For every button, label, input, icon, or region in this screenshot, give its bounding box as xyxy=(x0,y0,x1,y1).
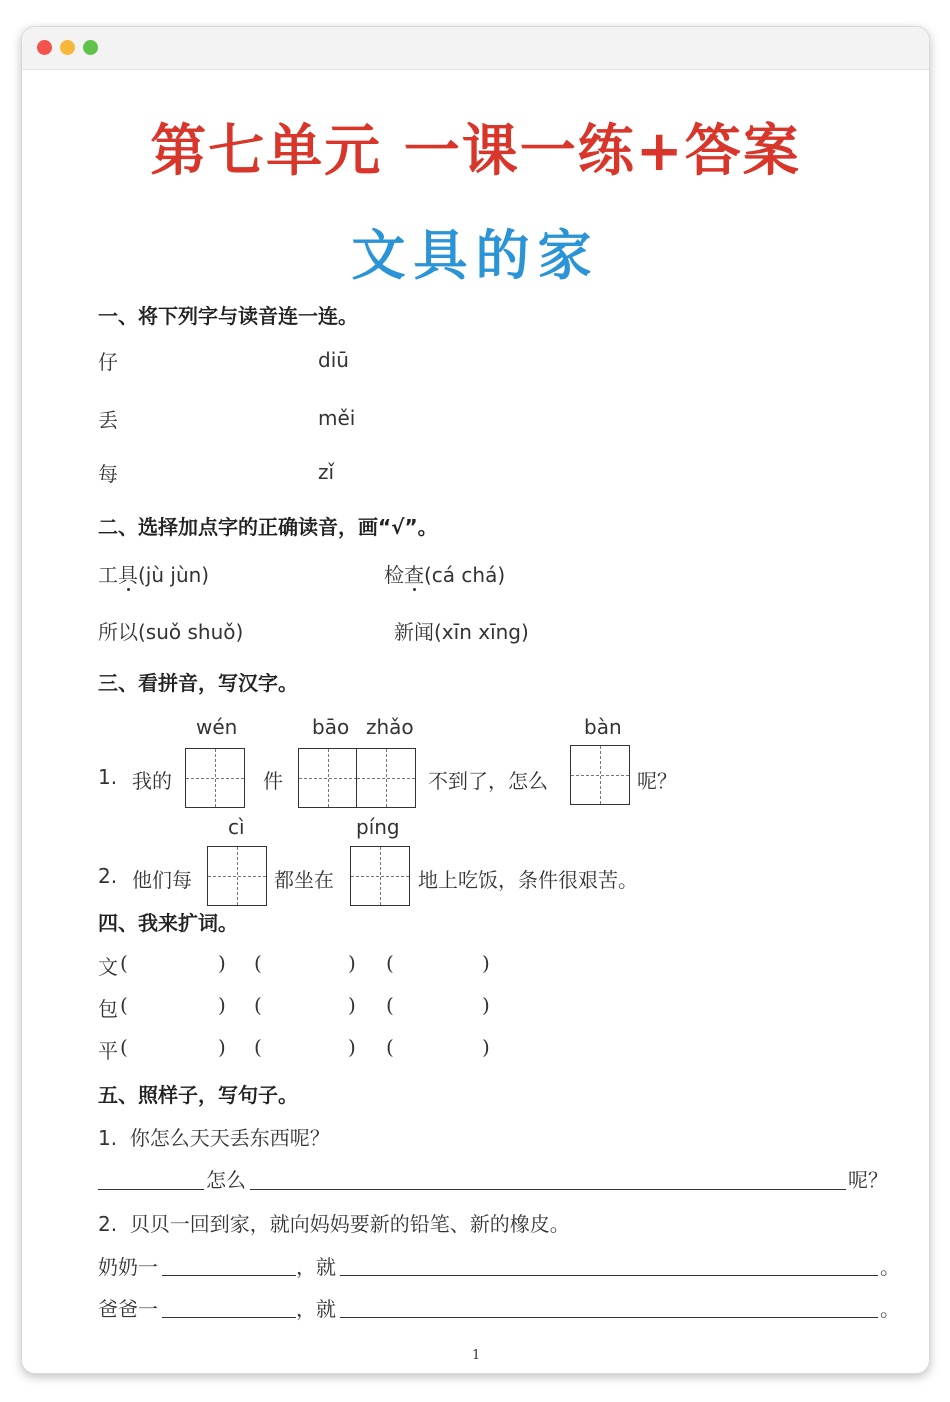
expand-char-1: 文 xyxy=(98,955,118,979)
match-char-3: 每 xyxy=(98,462,118,486)
s5-line1-blank-2[interactable] xyxy=(340,1275,878,1276)
q1-writing-box-2[interactable] xyxy=(298,748,416,808)
s5-q1-end: 呢？ xyxy=(848,1168,888,1192)
expand-blank-2-3[interactable]: ( xyxy=(386,993,394,1017)
paren-close: ) xyxy=(218,993,226,1017)
q1-text-1: 我的 xyxy=(132,769,172,793)
paren-close: ) xyxy=(482,1035,490,1059)
q1-writing-box-1[interactable] xyxy=(185,748,245,808)
paren-close: ) xyxy=(218,951,226,975)
expand-blank-3-3[interactable]: ( xyxy=(386,1035,394,1059)
paren-close: ) xyxy=(482,951,490,975)
s5-q2: 2. 贝贝一回到家，就向妈妈要新的铅笔、新的橡皮。 xyxy=(98,1212,570,1236)
paren-close: ) xyxy=(348,1035,356,1059)
expand-blank-1-2[interactable]: ( xyxy=(254,951,262,975)
lesson-title: 文具的家 xyxy=(351,224,600,287)
q1-pinyin-bao: bāo xyxy=(312,715,350,739)
reading-item-1: 工具(jù jùn) xyxy=(98,563,210,587)
q1-text-4: 呢？ xyxy=(637,769,677,793)
q2-pinyin-ci: cì xyxy=(228,815,245,839)
expand-blank-2-2[interactable]: ( xyxy=(254,993,262,1017)
paren-close: ) xyxy=(348,993,356,1017)
q2-writing-box-1[interactable] xyxy=(207,846,267,906)
page-title: 第七单元 一课一练+答案 xyxy=(150,119,801,184)
s5-line2-blank-2[interactable] xyxy=(340,1317,878,1318)
q1-pinyin-wen: wén xyxy=(196,715,238,739)
expand-blank-2-1[interactable]: ( xyxy=(120,993,128,1017)
reading-item-2: 检查(cá chá) xyxy=(384,563,506,587)
q1-number: 1. xyxy=(98,765,118,789)
minimize-window-button[interactable] xyxy=(60,40,75,55)
s5-line1-blank-1[interactable] xyxy=(162,1275,296,1276)
expand-blank-1-3[interactable]: ( xyxy=(386,951,394,975)
s5-line1-start: 奶奶一 xyxy=(98,1255,158,1279)
s5-line2-end: 。 xyxy=(880,1297,900,1321)
maximize-window-button[interactable] xyxy=(83,40,98,55)
q2-number: 2. xyxy=(98,864,118,888)
s5-line1-end: 。 xyxy=(880,1255,900,1279)
expand-blank-3-1[interactable]: ( xyxy=(120,1035,128,1059)
section4-heading: 四、我来扩词。 xyxy=(98,911,238,935)
q1-pinyin-zhao: zhǎo xyxy=(366,715,414,739)
q2-text-1: 他们每 xyxy=(132,868,192,892)
s5-line1-mid: ，就 xyxy=(296,1255,336,1279)
section1-heading: 一、将下列字与读音连一连。 xyxy=(98,304,358,328)
section5-heading: 五、照样子，写句子。 xyxy=(98,1083,298,1107)
reading-item-3: 所以(suǒ shuǒ) xyxy=(98,620,244,644)
q1-text-3: 不到了，怎么 xyxy=(428,769,548,793)
match-pinyin-2: měi xyxy=(318,406,356,430)
s5-line2-mid: ，就 xyxy=(296,1297,336,1321)
match-char-2: 丢 xyxy=(98,408,118,432)
expand-char-2: 包 xyxy=(98,997,118,1021)
q2-text-2: 都坐在 xyxy=(274,868,334,892)
q1-text-2: 件 xyxy=(263,769,283,793)
paren-close: ) xyxy=(348,951,356,975)
match-char-1: 仔 xyxy=(98,350,118,374)
q1-writing-box-3[interactable] xyxy=(570,745,630,805)
s5-q1-blank-1[interactable] xyxy=(98,1189,204,1190)
match-pinyin-3: zǐ xyxy=(318,460,335,484)
q2-text-3: 地上吃饭，条件很艰苦。 xyxy=(418,868,638,892)
s5-line2-start: 爸爸一 xyxy=(98,1297,158,1321)
close-window-button[interactable] xyxy=(37,40,52,55)
section2-heading: 二、选择加点字的正确读音，画“√”。 xyxy=(98,515,438,539)
expand-char-3: 平 xyxy=(98,1039,118,1063)
s5-q1-blank-2[interactable] xyxy=(250,1189,846,1190)
window-titlebar xyxy=(22,27,929,70)
document-window xyxy=(21,26,930,1374)
paren-close: ) xyxy=(218,1035,226,1059)
q1-pinyin-ban: bàn xyxy=(584,715,622,739)
match-pinyin-1: diū xyxy=(318,348,349,372)
paren-close: ) xyxy=(482,993,490,1017)
section3-heading: 三、看拼音，写汉字。 xyxy=(98,671,298,695)
page-number: 1 xyxy=(472,1348,481,1363)
q2-pinyin-ping: píng xyxy=(356,815,400,839)
s5-line2-blank-1[interactable] xyxy=(162,1317,296,1318)
s5-q1: 1. 你怎么天天丢东西呢？ xyxy=(98,1126,330,1150)
reading-item-4: 新闻(xīn xīng) xyxy=(394,620,529,644)
expand-blank-1-1[interactable]: ( xyxy=(120,951,128,975)
q2-writing-box-2[interactable] xyxy=(350,846,410,906)
s5-q1-mid: 怎么 xyxy=(206,1168,246,1192)
expand-blank-3-2[interactable]: ( xyxy=(254,1035,262,1059)
